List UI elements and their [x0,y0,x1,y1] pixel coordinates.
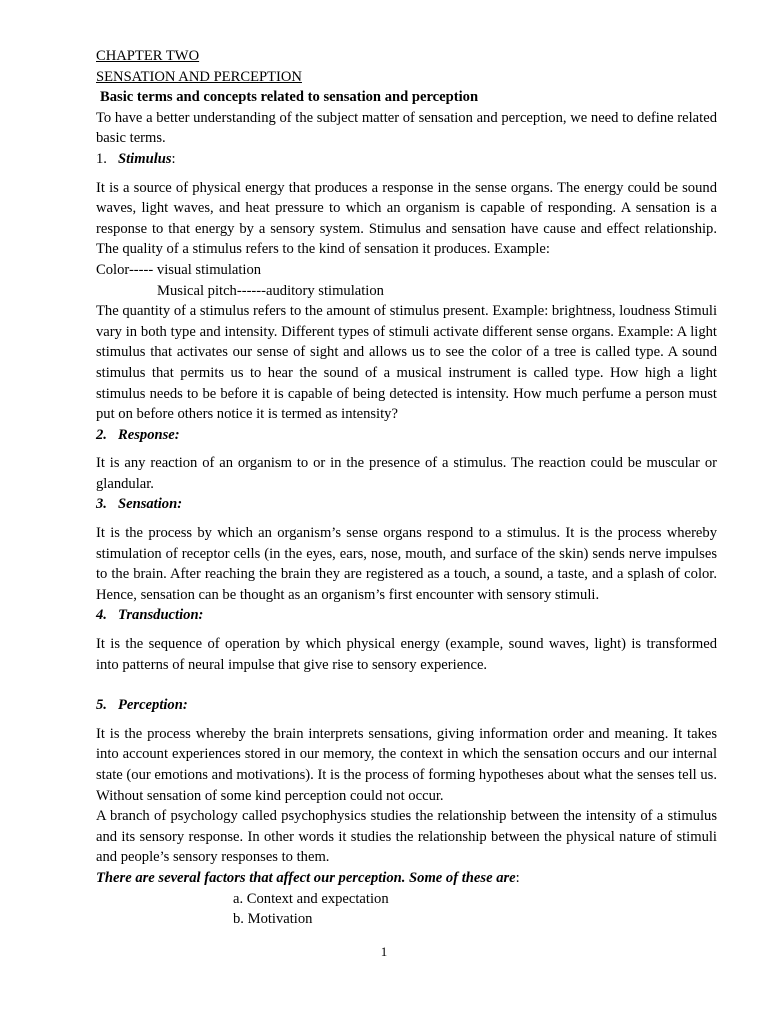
perception-paragraph: It is the process whereby the brain interprets sensations, giving information order and meaning. It takes into account experiences stored in our memory, the context in which the sensation occurs and our internal state (our emotions and motivations). It is the process of forming hypotheses about what the senses tell us. Without sensation of some kind perception could not occur. [96,725,717,804]
sensation-paragraph: It is the process by which an organism’s sense organs respond to a stimulus. It is the process whereby stimulation of receptor cells (in the eyes, ears, nose, mouth, and surface of the skin) sends nerve impulses to the brain. After reaching the brain they are registered as a touch, a sound, a taste, and a splash of color. Hence, sensation can be thought as an organism’s first encounter with sensory stimuli. [96,525,717,603]
document-page [96,46,717,930]
term-name: Perception: [118,697,188,714]
page-number: 1 [380,944,388,959]
term-number: 2. [96,426,107,443]
term-heading-sensation [96,494,717,515]
chapter-number: CHAPTER TWO [96,48,200,64]
term-number: 5. [96,697,107,714]
term-heading-transduction [96,605,717,626]
term-heading-perception [96,695,717,716]
factors-intro-text: There are several factors that affect our perception. Some of these are [96,869,516,886]
term-name: Response: [118,426,180,443]
term-name: Sensation: [118,496,183,513]
stimulus-example-color: Color----- visual stimulation [96,261,262,278]
section-heading: Basic terms and concepts related to sensation and perception [100,89,479,106]
stimulus-example-pitch: Musical pitch------auditory stimulation [157,282,384,299]
intro-paragraph: To have a better understanding of the subject matter of sensation and perception, we need to define related basic terms. [96,109,717,147]
factors-intro [96,868,717,889]
term-number: 4. [96,607,107,624]
factors-intro-suffix: : [515,869,520,886]
stimulus-paragraph: It is a source of physical energy that produces a response in the sense organs. The energy could be sound waves, light waves, and heat pressure to which an organism is capable of responding. A sensation is a response to that energy by a sensory system. Stimulus and sensation have cause and effect relationship. The quality of a stimulus refers to the kind of sensation it produces. Example: [96,179,717,258]
factor-item: a. Context and expectation [233,890,389,907]
term-heading-response [96,425,717,446]
psychophysics-paragraph: A branch of psychology called psychophysics studies the relationship between the intensity of a stimulus and its sensory response. In other words it studies the relationship between the physical nature of stimuli and people’s sensory responses to them. [96,808,717,866]
factor-item: b. Motivation [233,911,313,928]
chapter-title: SENSATION AND PERCEPTION [96,68,302,85]
term-name: Transduction: [118,607,204,624]
transduction-paragraph: It is the sequence of operation by which physical energy (example, sound waves, light) is transformed into patterns of neural impulse that give rise to sensory experience. [96,636,717,673]
term-name: Stimulus [118,150,172,167]
term-number: 3. [96,496,107,513]
term-heading-stimulus [96,149,717,170]
term-number: 1. [96,150,107,167]
response-paragraph: It is any reaction of an organism to or in the presence of a stimulus. The reaction could be muscular or glandular. [96,455,717,492]
stimulus-quantity-paragraph: The quantity of a stimulus refers to the amount of stimulus present. Example: brightness, loudness Stimuli vary in both type and intensity. Different types of stimuli activate different sense organs. Example: A light stimulus that activates our sense of sight and allows us to see the color of a tree is called type. A sound stimulus that permits us to hear the sound of a musical instrument is called type. How high a light stimulus needs to be before it is capable of being detected is intensity. How much perfume a person must put on before others notice it is termed as intensity? [96,303,717,423]
term-suffix: : [171,150,176,167]
